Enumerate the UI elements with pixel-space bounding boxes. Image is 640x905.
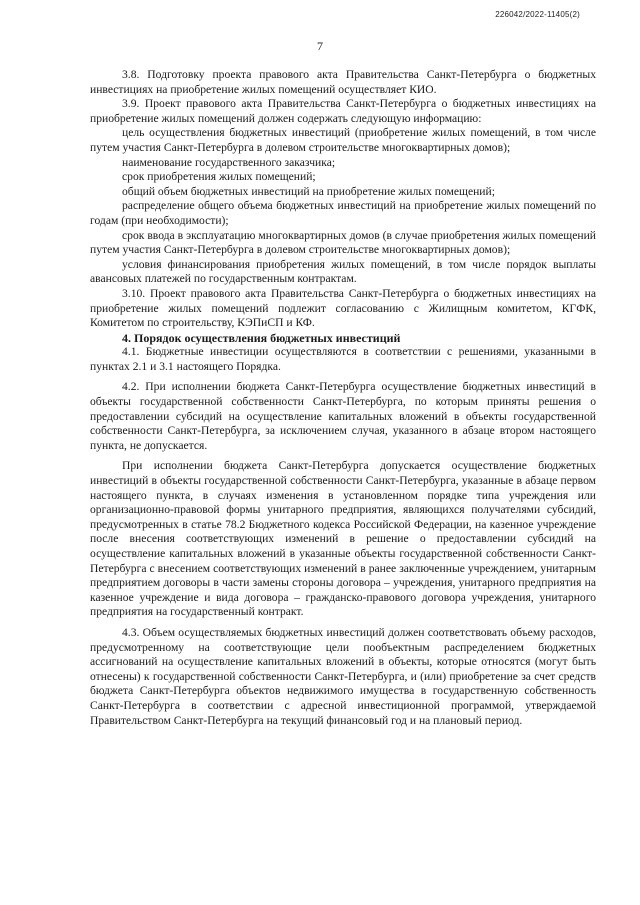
paragraph-4-2: 4.2. При исполнении бюджета Санкт-Петербурга осуществление бюджетных инвестиций в объекты государственной собственности Санкт-Петербурга, по которым приняты решения о предоставлении субсидий на осуществление капитальных вложений в объекты государственной собственности Санкт-Петербурга, за исключением случая, указанного в абзаце втором настоящего пункта, не допускается. bbox=[90, 380, 596, 452]
list-item-customer: наименование государственного заказчика; bbox=[122, 155, 336, 169]
section-heading: 4. Порядок осуществления бюджетных инвестиций bbox=[122, 330, 401, 345]
list-item-commissioning: срок ввода в эксплуатацию многоквартирных домов (в случае приобретения жилых помещений путем участия Санкт-Петербурга в долевом строительстве многоквартирных домов); bbox=[90, 228, 596, 257]
document-number: 226042/2022-11405(2) bbox=[495, 10, 580, 19]
list-item-total-volume: общий объем бюджетных инвестиций на приобретение жилых помещений; bbox=[122, 184, 495, 198]
paragraph-4-3: 4.3. Объем осуществляемых бюджетных инвестиций должен соответствовать объему расходов, предусмотренному на соответствующие цели пообъектным распределением бюджетных ассигнований на осуществление капитальных вложений в объекты, которые относятся (могут быть отнесены) к государственной собственности Санкт-Петербурга, и (или) приобретение за счет средств бюджета Санкт-Петербурга объектов недвижимого имущества в государственную собственность Санкт-Петербурга в соответствии с адресной инвестиционной программой, утверждаемой Правительством Санкт-Петербурга на текущий финансовый год и на плановый период. bbox=[90, 625, 596, 727]
paragraph-4-1: 4.1. Бюджетные инвестиции осуществляются в соответствии с решениями, указанными в пунктах 2.1 и 3.1 настоящего Порядка. bbox=[90, 345, 596, 373]
document-body bbox=[90, 68, 596, 728]
paragraph-3-8: 3.8. Подготовку проекта правового акта Правительства Санкт-Петербурга о бюджетных инвестициях на приобретение жилых помещений осуществляет КИО. bbox=[90, 68, 596, 96]
list-item-goal: цель осуществления бюджетных инвестиций (приобретение жилых помещений, в том числе путем участия Санкт-Петербурга в долевом строительстве многоквартирных домов); bbox=[90, 126, 596, 154]
list-item-financing: условия финансирования приобретения жилых помещений, в том числе порядок выплаты авансовых платежей по государственным контрактам. bbox=[90, 257, 596, 286]
page-number: 7 bbox=[317, 39, 323, 53]
list-item-term: срок приобретения жилых помещений; bbox=[122, 170, 316, 184]
paragraph-4-2-second: При исполнении бюджета Санкт-Петербурга допускается осуществление бюджетных инвестиций в объекты государственной собственности Санкт-Петербурга, указанные в абзаце первом настоящего пункта, в случаях изменения в установленном порядке типа учреждения или организационно-правовой формы унитарного предприятия, являющихся получателями субсидий, предусмотренных в статье 78.2 Бюджетного кодекса Российской Федерации, на казенное учреждение после внесения соответствующих изменений в решение о предоставлении субсидий на осуществление капитальных вложений в указанные объекты государственной собственности Санкт-Петербурга с внесением соответствующих изменений в ранее заключенные учреждением, унитарным предприятием договоры в части замены стороны договора – учреждения, унитарного предприятия на казенное учреждение и вида договора – гражданско-правового договора учреждения, унитарного предприятия на государственный контракт. bbox=[90, 459, 596, 619]
paragraph-3-9: 3.9. Проект правового акта Правительства Санкт-Петербурга о бюджетных инвестициях на приобретение жилых помещений должен содержать следующую информацию: bbox=[90, 97, 596, 125]
list-item-distribution: распределение общего объема бюджетных инвестиций на приобретение жилых помещений по годам (при необходимости); bbox=[90, 199, 596, 227]
paragraph-3-10: 3.10. Проект правового акта Правительства Санкт-Петербурга о бюджетных инвестициях на приобретение жилых помещений подлежит согласованию с Жилищным комитетом, КГФК, Комитетом по строительству, КЭПиСП и КФ. bbox=[90, 286, 596, 330]
